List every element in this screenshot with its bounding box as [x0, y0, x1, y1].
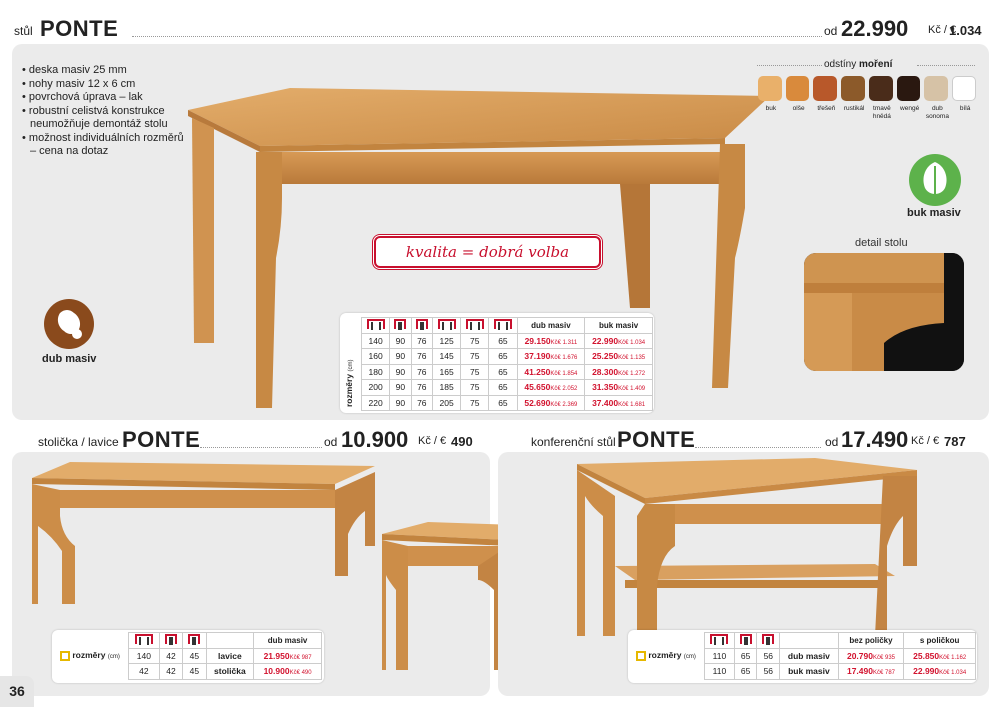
dimension-cell: 76: [411, 395, 432, 411]
coffee-table: [704, 632, 976, 680]
table-row: [705, 648, 976, 664]
price-shelf: 25.850Kč€ 1.162: [904, 648, 976, 664]
width-icon: [159, 633, 182, 649]
dimension-cell: 45: [183, 648, 206, 664]
leg-depth-icon: [461, 318, 489, 334]
dimension-cell: 145: [433, 349, 461, 365]
height-icon: [183, 633, 206, 649]
dimension-cell: 42: [159, 664, 182, 680]
beech-badge-label: buk masiv: [907, 207, 961, 219]
main-table-side-label: rozměry (cm): [344, 359, 354, 407]
dimension-cell: 75: [461, 395, 489, 411]
price-beech: 25.250Kč€ 1.135: [585, 349, 653, 365]
main-dimension-table: [340, 313, 654, 413]
dimension-cell: 125: [433, 333, 461, 349]
beech-leaf-icon: [907, 152, 963, 208]
feature-item: • nohy masiv 12 x 6 cm: [22, 77, 136, 90]
dimension-cell: 165: [433, 364, 461, 380]
bench-table-side-label: rozměry (cm): [60, 650, 120, 661]
bench-price-prefix: od: [324, 435, 338, 449]
stain-swatch: [786, 76, 810, 101]
product-type: dub masiv: [780, 648, 839, 664]
main-eur: 1.034: [949, 23, 982, 38]
stain-name: dub sonoma: [925, 105, 949, 120]
stain-name: wengé: [900, 105, 920, 112]
main-header: [14, 14, 986, 40]
table-row: [129, 664, 322, 680]
dimension-cell: 110: [705, 648, 735, 664]
bench-table: [128, 632, 322, 680]
dimension-cell: 56: [757, 664, 780, 680]
dimension-cell: 90: [390, 349, 411, 365]
dimension-cell: 75: [461, 333, 489, 349]
page-number-tab: [0, 676, 34, 707]
stain-name: tmavě hnědá: [872, 105, 891, 120]
bench-dimension-table: [52, 630, 324, 683]
dimension-cell: 110: [705, 664, 735, 680]
price-oak: 21.950Kč€ 987: [254, 648, 322, 664]
dimension-cell: 180: [362, 364, 390, 380]
dimension-cell: 160: [362, 349, 390, 365]
coffee-table-image: [575, 456, 920, 656]
dimension-cell: 76: [411, 333, 432, 349]
table-row: [129, 648, 322, 664]
slogan-box: [374, 236, 601, 268]
price-beech: 28.300Kč€ 1.272: [585, 364, 653, 380]
main-price: 22.990: [841, 16, 909, 41]
dimension-cell: 140: [129, 648, 160, 664]
col-shelf: s poličkou: [904, 633, 976, 649]
price-oak: 10.900Kč€ 490: [254, 664, 322, 680]
price-oak: 45.650Kč€ 2.052: [517, 380, 585, 396]
dimension-cell: 90: [390, 380, 411, 396]
oak-leaf-icon: [42, 297, 96, 351]
dimension-cell: 65: [734, 648, 757, 664]
price-no-shelf: 20.790Kč€ 935: [838, 648, 904, 664]
stain-label: odstíny: [824, 59, 857, 70]
stain-swatch: [924, 76, 948, 101]
main-label: stůl: [14, 24, 33, 38]
dimension-cell: 42: [129, 664, 160, 680]
dimension-cell: 90: [390, 333, 411, 349]
dimension-cell: 65: [734, 664, 757, 680]
dimension-cell: 65: [489, 333, 517, 349]
col-no-shelf: bez poličky: [838, 633, 904, 649]
width-icon: [390, 318, 411, 334]
dimension-cell: 65: [489, 364, 517, 380]
price-shelf: 22.990Kč€ 1.034: [904, 664, 976, 680]
table-row: [362, 380, 653, 396]
price-beech: 22.990Kč€ 1.034: [585, 333, 653, 349]
width-icon: [734, 633, 757, 649]
coffee-label: konferenční stůl: [531, 435, 616, 449]
dimension-cell: 42: [159, 648, 182, 664]
leg-span-icon: [433, 318, 461, 334]
col-oak: dub masiv: [517, 318, 585, 334]
coffee-title: PONTE: [617, 427, 696, 452]
oak-badge-label: dub masiv: [42, 353, 97, 365]
table-row: [362, 395, 653, 411]
detail-label: detail stolu: [855, 237, 908, 249]
page-number: 36: [9, 683, 25, 699]
clearance-icon: [489, 318, 517, 334]
stain-swatch: [813, 76, 837, 101]
table-row: [362, 349, 653, 365]
main-price-prefix: od: [824, 24, 838, 38]
dimension-cell: 205: [433, 395, 461, 411]
price-oak: 52.690Kč€ 2.369: [517, 395, 585, 411]
dimension-cell: 76: [411, 364, 432, 380]
slogan-text: kvalita = dobrá volba: [405, 243, 570, 261]
feature-item: • možnost individuálních rozměrů – cena na dotaz: [22, 131, 184, 157]
price-no-shelf: 17.490Kč€ 787: [838, 664, 904, 680]
stain-swatch: [952, 76, 976, 101]
dimension-cell: 76: [411, 380, 432, 396]
stain-name: rustikál: [843, 105, 865, 112]
table-row: [362, 364, 653, 380]
main-table: [361, 317, 653, 411]
length-icon: [129, 633, 160, 649]
stain-name: buk: [765, 105, 777, 112]
dimension-cell: 90: [390, 395, 411, 411]
dimension-cell: 65: [489, 349, 517, 365]
coffee-dimension-table: [628, 630, 977, 683]
price-oak: 29.150Kč€ 1.311: [517, 333, 585, 349]
dimension-cell: 75: [461, 349, 489, 365]
bench-header: [38, 425, 478, 451]
dimension-cell: 220: [362, 395, 390, 411]
bench-currency: Kč / €: [418, 435, 447, 447]
coffee-eur: 787: [944, 434, 966, 449]
price-beech: 31.350Kč€ 1.409: [585, 380, 653, 396]
table-row: [705, 664, 976, 680]
main-currency: Kč / €: [928, 24, 957, 36]
dimension-cell: 65: [489, 395, 517, 411]
feature-item: • deska masiv 25 mm: [22, 64, 127, 76]
price-oak: 37.190Kč€ 1.676: [517, 349, 585, 365]
stain-header: [757, 59, 975, 71]
stain-swatches: [758, 76, 978, 121]
dimension-cell: 90: [390, 364, 411, 380]
coffee-currency: Kč / €: [911, 435, 940, 447]
dimension-cell: 75: [461, 380, 489, 396]
product-type: lavice: [206, 648, 254, 664]
dimension-cell: 65: [489, 380, 517, 396]
price-beech: 37.400Kč€ 1.681: [585, 395, 653, 411]
dimension-cell: 76: [411, 349, 432, 365]
stain-swatch: [897, 76, 921, 101]
feature-item: • robustní celistvá konstrukce neumožňuje demontáž stolu: [22, 104, 168, 130]
main-title: PONTE: [40, 16, 119, 41]
col-oak: dub masiv: [254, 633, 322, 649]
coffee-price: 17.490: [841, 427, 909, 452]
dimension-cell: 200: [362, 380, 390, 396]
stain-name: olše: [792, 105, 805, 112]
bench-title: PONTE: [122, 427, 201, 452]
dimension-cell: 75: [461, 364, 489, 380]
dimension-cell: 45: [183, 664, 206, 680]
feature-item: • povrchová úprava – lak: [22, 91, 143, 103]
coffee-table-side-label: rozměry (cm): [636, 650, 696, 661]
col-beech: buk masiv: [585, 318, 653, 334]
bench-price: 10.900: [341, 427, 409, 452]
length-icon: [362, 318, 390, 334]
stain-swatch: [758, 76, 782, 101]
feature-list: [22, 64, 192, 159]
bench-label: stolička / lavice: [38, 435, 119, 449]
dimension-cell: 56: [757, 648, 780, 664]
product-type: buk masiv: [780, 664, 839, 680]
stain-label-bold: moření: [859, 59, 893, 70]
price-oak: 41.250Kč€ 1.854: [517, 364, 585, 380]
dimension-cell: 140: [362, 333, 390, 349]
height-icon: [757, 633, 780, 649]
length-icon: [705, 633, 735, 649]
product-type: stolička: [206, 664, 254, 680]
coffee-price-prefix: od: [825, 435, 839, 449]
stain-name: bílá: [959, 105, 971, 112]
stain-swatch: [841, 76, 865, 101]
height-icon: [411, 318, 432, 334]
table-row: [362, 333, 653, 349]
stain-swatch: [869, 76, 893, 101]
detail-image: [804, 253, 964, 371]
bench-image: [30, 456, 380, 606]
stain-name: třešeň: [817, 105, 836, 112]
bench-eur: 490: [451, 434, 473, 449]
coffee-header: [531, 425, 989, 451]
dimension-cell: 185: [433, 380, 461, 396]
